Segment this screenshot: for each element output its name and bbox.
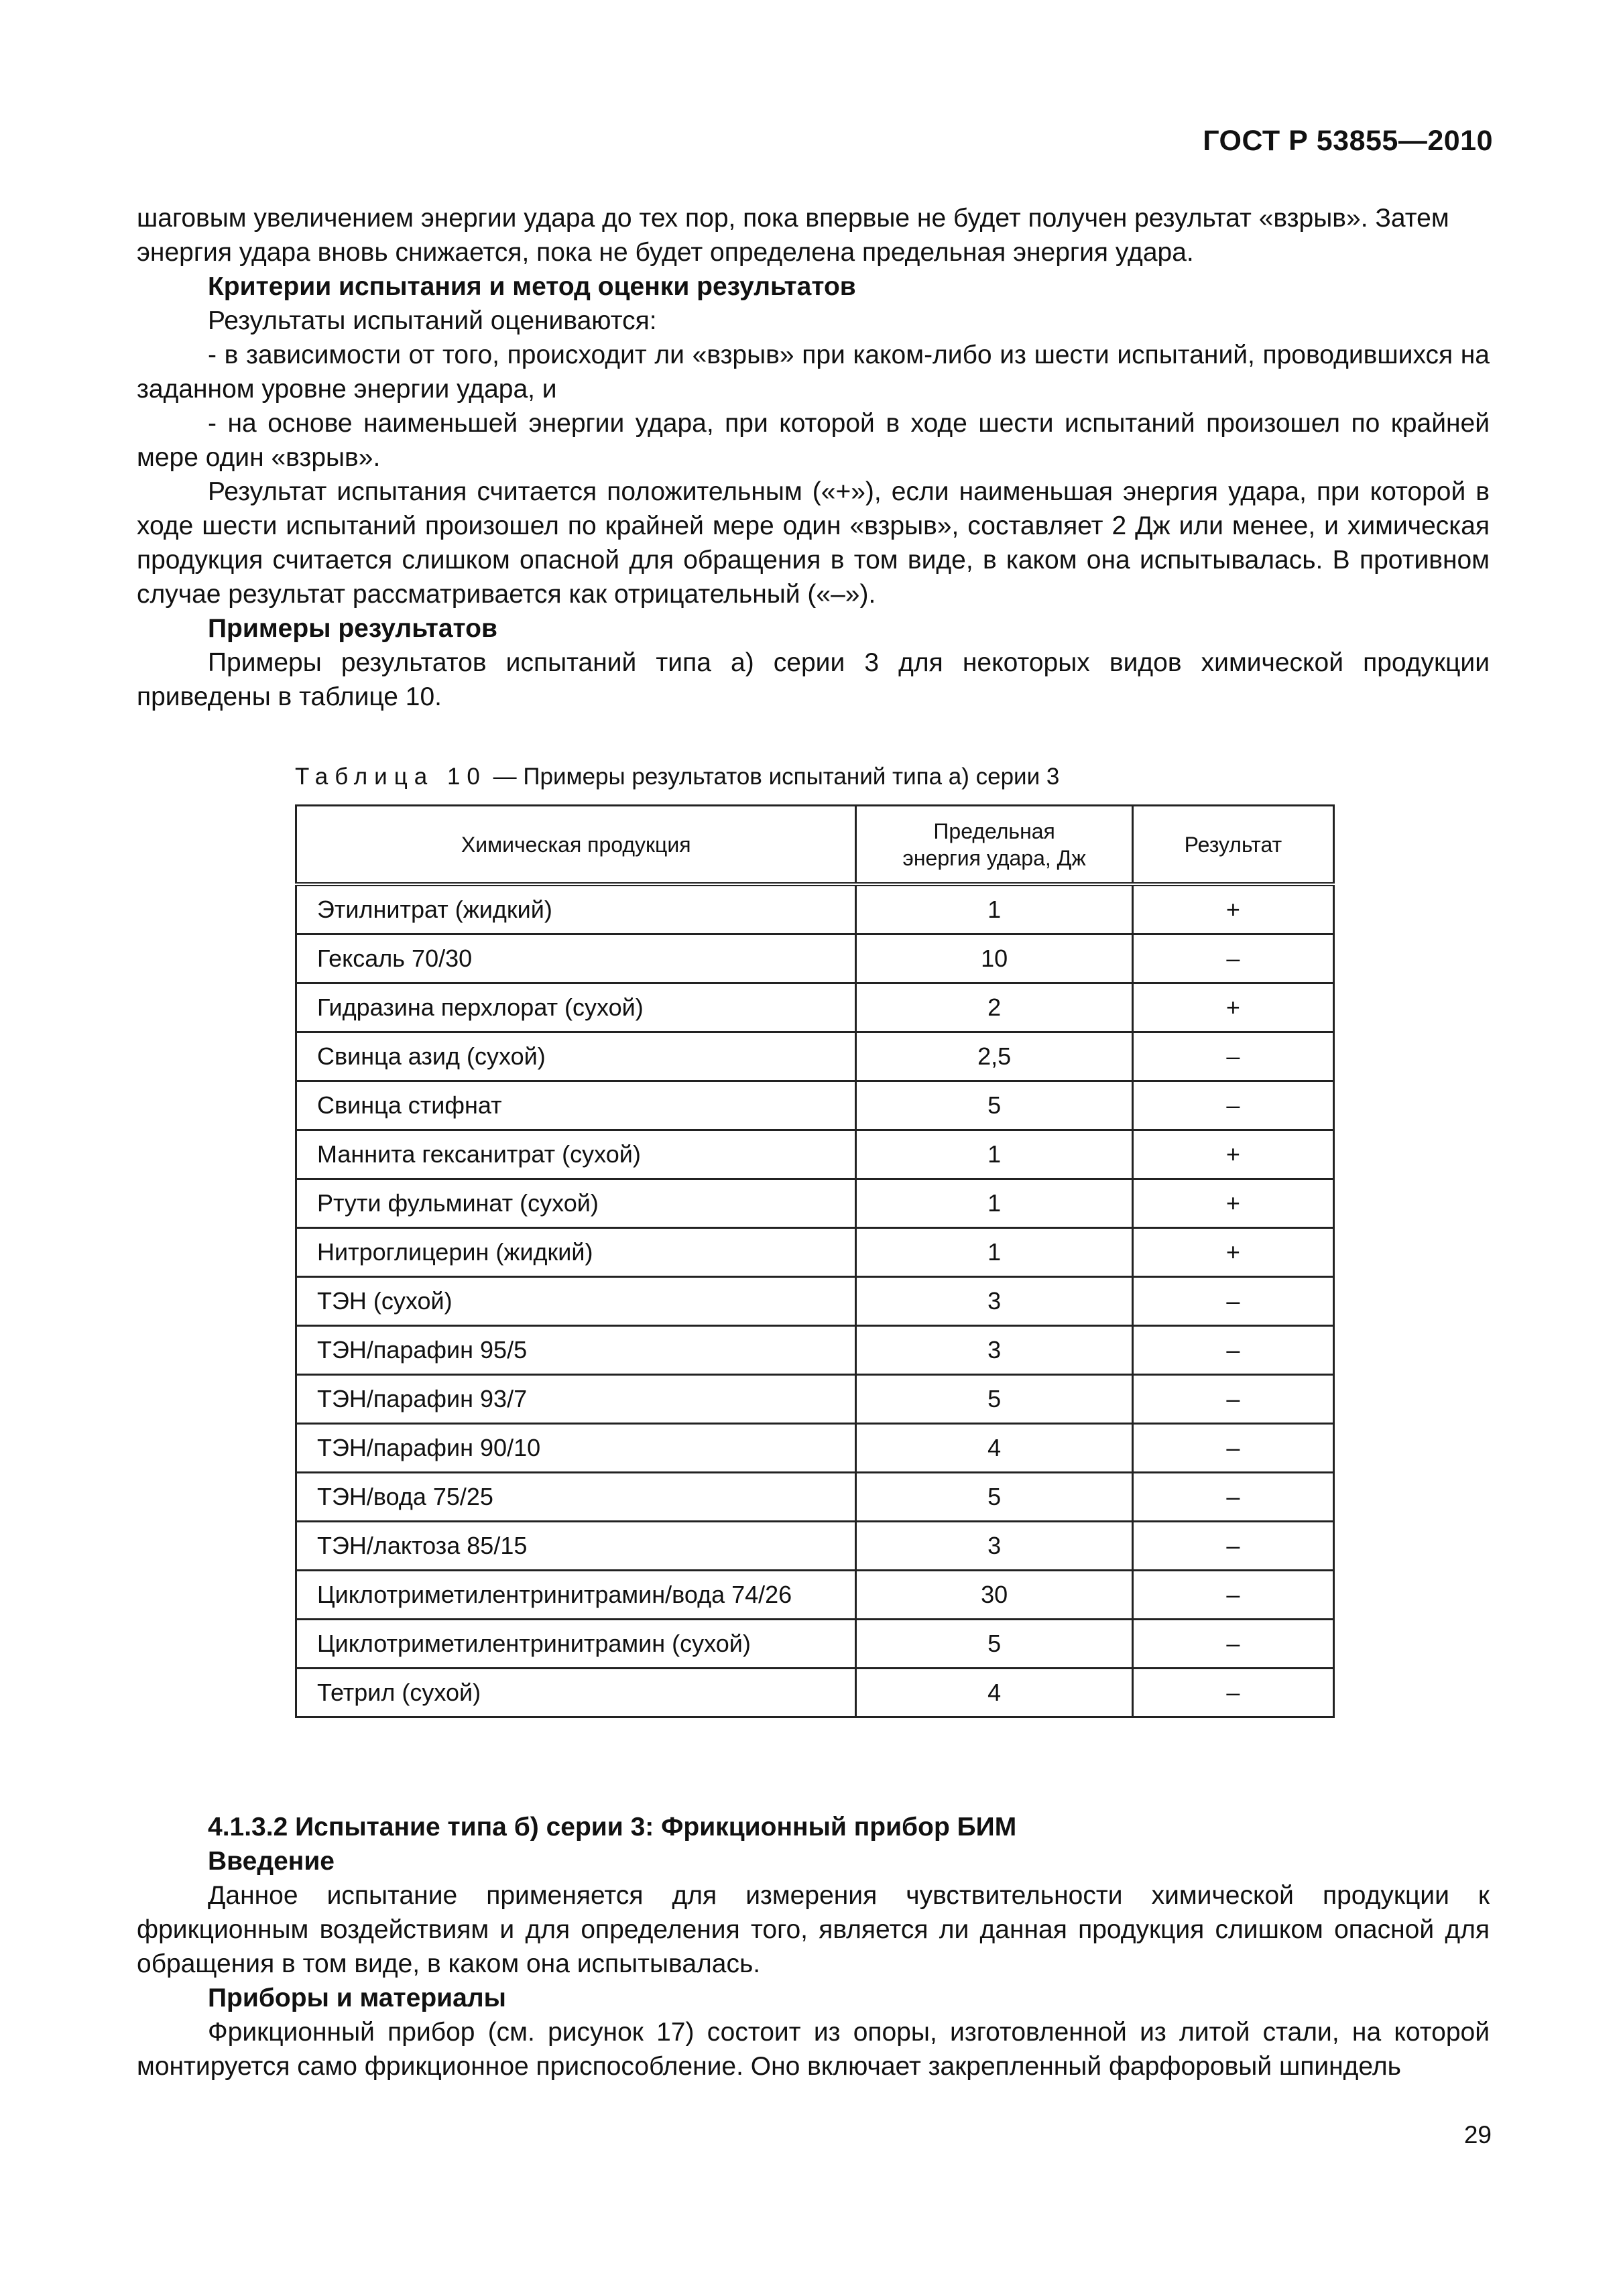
table-row xyxy=(296,1179,1334,1228)
cell-result: – xyxy=(1132,1326,1333,1375)
cell-result: – xyxy=(1132,1669,1333,1717)
cell-energy: 10 xyxy=(856,934,1132,983)
cell-energy: 5 xyxy=(856,1620,1132,1669)
table-row xyxy=(296,1032,1334,1081)
cell-product: ТЭН/лактоза 85/15 xyxy=(296,1522,856,1571)
cell-product: Циклотриметилентринитрамин (сухой) xyxy=(296,1620,856,1669)
table-row xyxy=(296,1620,1334,1669)
cell-result: – xyxy=(1132,1473,1333,1522)
cell-energy: 1 xyxy=(856,1179,1132,1228)
cell-product: Гидразина перхлорат (сухой) xyxy=(296,983,856,1032)
cell-energy: 3 xyxy=(856,1277,1132,1326)
criteria-lead: Результаты испытаний оцениваются: xyxy=(208,306,657,335)
cell-result: – xyxy=(1132,1032,1333,1081)
cell-energy: 5 xyxy=(856,1081,1132,1130)
cell-energy: 1 xyxy=(856,1130,1132,1179)
table-caption xyxy=(295,762,1059,792)
table-row xyxy=(296,1424,1334,1473)
cell-product: Свинца азид (сухой) xyxy=(296,1032,856,1081)
cell-energy: 5 xyxy=(856,1375,1132,1424)
cell-energy: 1 xyxy=(856,884,1132,934)
cell-result: – xyxy=(1132,1424,1333,1473)
materials-text: Фрикционный прибор (см. рисунок 17) состоит из опоры, изготовленной из литой стали, на которой монтируется само фрикционное приспособление. Оно включает закрепленный фарфоровый шпиндель xyxy=(137,2018,1490,2081)
table-header-row xyxy=(296,806,1334,885)
table-row xyxy=(296,1277,1334,1326)
table-row xyxy=(296,1669,1334,1717)
table-row xyxy=(296,934,1334,983)
document-code: ГОСТ Р 53855—2010 xyxy=(1203,125,1493,157)
cell-result: – xyxy=(1132,934,1333,983)
cell-energy: 5 xyxy=(856,1473,1132,1522)
cell-product: ТЭН/парафин 93/7 xyxy=(296,1375,856,1424)
column-header-energy: Предельная энергия удара, Дж xyxy=(856,806,1132,885)
body-text-bottom xyxy=(137,1810,1490,2083)
table-row xyxy=(296,1081,1334,1130)
cell-result: – xyxy=(1132,1277,1333,1326)
results-table xyxy=(295,804,1335,1718)
cell-energy: 3 xyxy=(856,1522,1132,1571)
cell-energy: 2,5 xyxy=(856,1032,1132,1081)
body-text-top xyxy=(137,201,1490,714)
table-row xyxy=(296,1375,1334,1424)
criteria-item-2: - на основе наименьшей энергии удара, при которой в ходе шести испытаний произошел по крайней мере один «взрыв». xyxy=(137,409,1490,472)
table-caption-text: — Примеры результатов испытаний типа а) серии 3 xyxy=(493,764,1060,790)
column-header-product: Химическая продукция xyxy=(296,806,856,885)
cell-product: Гексаль 70/30 xyxy=(296,934,856,983)
intro-heading: Введение xyxy=(208,1847,335,1876)
cell-energy: 3 xyxy=(856,1326,1132,1375)
cell-result: – xyxy=(1132,1571,1333,1620)
table-row xyxy=(296,884,1334,934)
table-row xyxy=(296,983,1334,1032)
cell-result: + xyxy=(1132,1228,1333,1277)
materials-heading: Приборы и материалы xyxy=(208,1984,506,2012)
table-row xyxy=(296,1522,1334,1571)
section-b-heading: 4.1.3.2 Испытание типа б) серии 3: Фрикционный прибор БИМ xyxy=(208,1813,1017,1841)
examples-text: Примеры результатов испытаний типа а) серии 3 для некоторых видов химической продукции приведены в таблице 10. xyxy=(137,648,1490,711)
criteria-heading: Критерии испытания и метод оценки результатов xyxy=(208,272,856,301)
table-row xyxy=(296,1473,1334,1522)
intro-line-1: шаговым увеличением энергии удара до тех пор, пока впервые не будет получен результат «взрыв». Затем xyxy=(137,204,1449,233)
cell-product: Нитроглицерин (жидкий) xyxy=(296,1228,856,1277)
table-row xyxy=(296,1228,1334,1277)
cell-product: Тетрил (сухой) xyxy=(296,1669,856,1717)
table-caption-label: Таблица 10 xyxy=(295,764,487,790)
page-number: 29 xyxy=(1463,2121,1492,2149)
cell-result: + xyxy=(1132,884,1333,934)
cell-energy: 4 xyxy=(856,1424,1132,1473)
cell-product: Свинца стифнат xyxy=(296,1081,856,1130)
cell-energy: 30 xyxy=(856,1571,1132,1620)
cell-product: ТЭН/парафин 95/5 xyxy=(296,1326,856,1375)
cell-result: – xyxy=(1132,1081,1333,1130)
cell-energy: 2 xyxy=(856,983,1132,1032)
cell-result: – xyxy=(1132,1522,1333,1571)
intro-text: Данное испытание применяется для измерения чувствительности химической продукции к фрикционным воздействиям и для определения того, является ли данная продукция слишком опасной для обращения в том виде, в каком она испытывалась. xyxy=(137,1881,1490,1978)
cell-energy: 4 xyxy=(856,1669,1132,1717)
cell-product: Этилнитрат (жидкий) xyxy=(296,884,856,934)
cell-result: + xyxy=(1132,983,1333,1032)
examples-heading: Примеры результатов xyxy=(208,614,497,643)
table-row xyxy=(296,1326,1334,1375)
cell-product: Циклотриметилентринитрамин/вода 74/26 xyxy=(296,1571,856,1620)
table-row xyxy=(296,1130,1334,1179)
cell-product: Ртути фульминат (сухой) xyxy=(296,1179,856,1228)
criteria-item-1: - в зависимости от того, происходит ли «взрыв» при каком-либо из шести испытаний, проводившихся на заданном уровне энергии удара, и xyxy=(137,341,1490,404)
cell-energy: 1 xyxy=(856,1228,1132,1277)
intro-line-2: энергия удара вновь снижается, пока не будет определена предельная энергия удара. xyxy=(137,238,1194,267)
cell-product: Маннита гексанитрат (сухой) xyxy=(296,1130,856,1179)
cell-product: ТЭН (сухой) xyxy=(296,1277,856,1326)
cell-result: + xyxy=(1132,1130,1333,1179)
criteria-result: Результат испытания считается положительным («+»), если наименьшая энергия удара, при которой в ходе шести испытаний произошел по крайней мере один «взрыв», составляет 2 Дж или менее, и химическая продукция считается слишком опасной для обращения в том виде, в каком она испытывалась. В противном случае результат рассматривается как отрицательный («–»). xyxy=(137,477,1490,609)
column-header-result: Результат xyxy=(1132,806,1333,885)
cell-result: – xyxy=(1132,1620,1333,1669)
cell-product: ТЭН/парафин 90/10 xyxy=(296,1424,856,1473)
cell-result: + xyxy=(1132,1179,1333,1228)
table-row xyxy=(296,1571,1334,1620)
table-body xyxy=(296,884,1334,1717)
cell-product: ТЭН/вода 75/25 xyxy=(296,1473,856,1522)
paragraph-continuation xyxy=(137,201,1490,269)
cell-result: – xyxy=(1132,1375,1333,1424)
